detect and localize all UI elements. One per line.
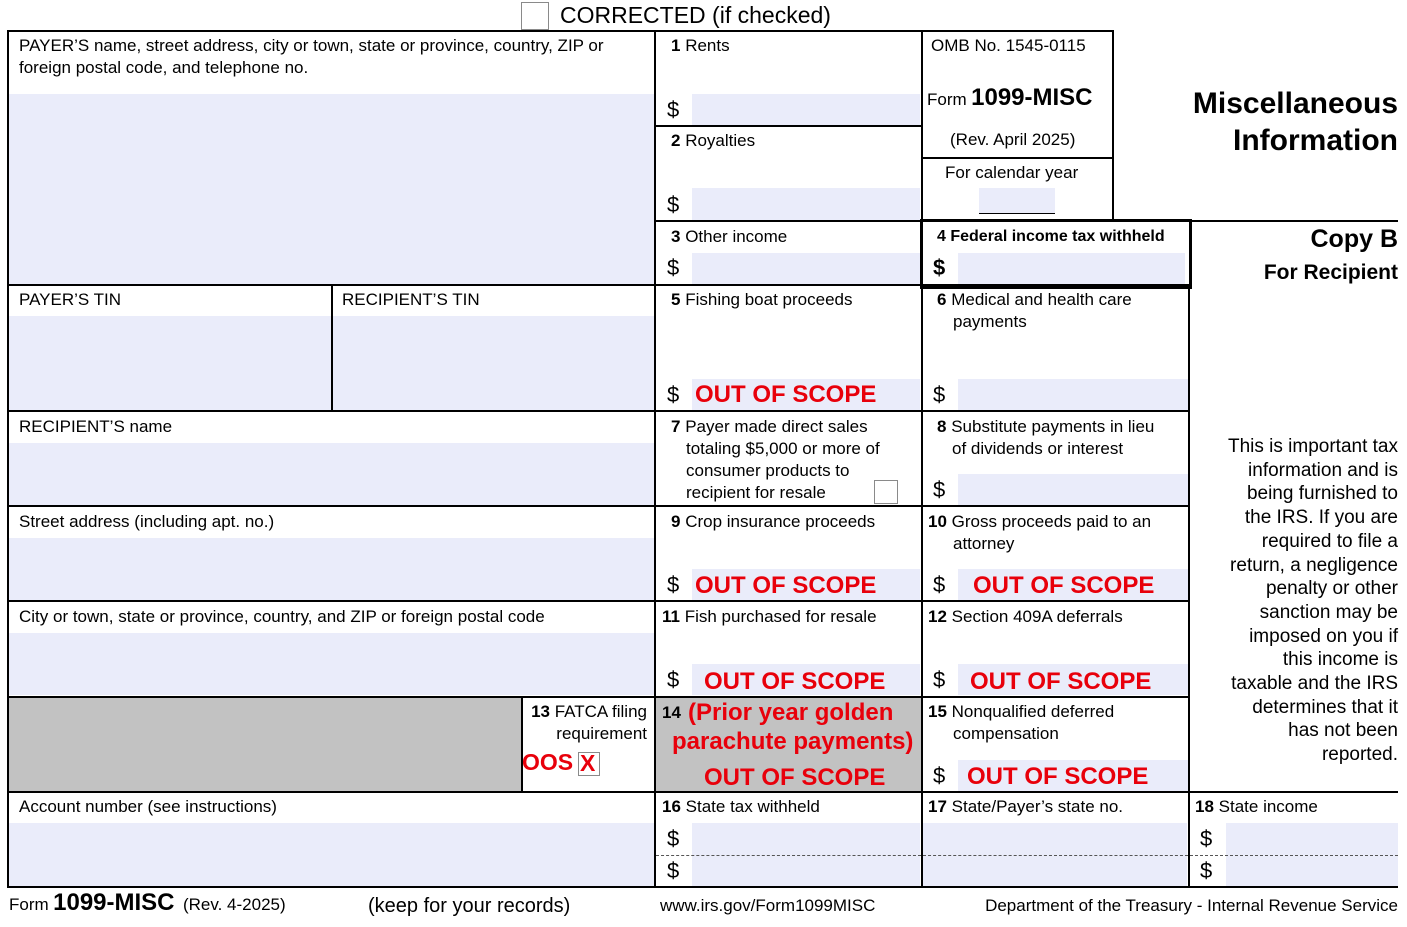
- box1-label: 1 Rents: [671, 36, 730, 55]
- street-address-label: Street address (including apt. no.): [19, 512, 275, 531]
- footer-keep: (keep for your records): [368, 895, 571, 917]
- box12-label: 12 Section 409A deferrals: [928, 607, 1123, 626]
- omb-number: OMB No. 1545-0115: [931, 36, 1086, 55]
- corrected-checkbox[interactable]: [521, 2, 549, 30]
- box16-dollar-1: $: [667, 826, 680, 851]
- box2-field[interactable]: [692, 188, 920, 220]
- form-name: 1099-MISC: [971, 84, 1093, 111]
- box13-oos-label: OOS: [522, 749, 574, 775]
- calendar-year-field[interactable]: [979, 188, 1055, 213]
- title-line2: Information: [1233, 124, 1398, 157]
- recipient-tin-field[interactable]: [333, 316, 654, 410]
- box1-dollar: $: [667, 97, 680, 122]
- recipient-tin-label: RECIPIENT’S TIN: [342, 290, 480, 309]
- city-field[interactable]: [9, 633, 654, 695]
- city-label: City or town, state or province, country, and ZIP or foreign postal code: [19, 607, 545, 626]
- box12-dollar: $: [933, 667, 946, 692]
- footer-form: Form 1099-MISC (Rev. 4-2025): [9, 889, 286, 916]
- account-number-label: Account number (see instructions): [19, 797, 277, 816]
- recipient-name-label: RECIPIENT’S name: [19, 417, 173, 436]
- box14-label: 14: [662, 703, 681, 722]
- box17-label: 17 State/Payer’s state no.: [928, 797, 1124, 816]
- box12-out-of-scope: OUT OF SCOPE: [970, 668, 1152, 695]
- box2-label: 2 Royalties: [671, 131, 756, 150]
- box5-label: 5 Fishing boat proceeds: [671, 290, 853, 309]
- recipient-name-field[interactable]: [9, 443, 654, 505]
- box4-label: 4 Federal income tax withheld: [937, 228, 1165, 245]
- box13-x-mark: X: [580, 750, 596, 776]
- shaded-area: [9, 698, 521, 791]
- payer-name-label: PAYER’S name, street address, city or town, state or province, country, ZIP or foreign postal code, and telephone no.: [19, 36, 604, 77]
- title-line1: Miscellaneous: [1192, 87, 1398, 120]
- box7-label: 7 Payer made direct sales totaling $5,000 or more of consumer products to recipient for resale: [671, 417, 880, 502]
- box18-label: 18 State income: [1195, 797, 1318, 816]
- box11-dollar: $: [667, 667, 680, 692]
- box4-dollar: $: [933, 255, 946, 280]
- box10-out-of-scope: OUT OF SCOPE: [973, 572, 1155, 599]
- payer-tin-label: PAYER’S TIN: [19, 290, 122, 309]
- box18-dollar-2: $: [1200, 858, 1213, 883]
- box6-field[interactable]: [958, 379, 1188, 410]
- box13-label: 13 FATCA filing requirement: [531, 702, 647, 743]
- corrected-label: CORRECTED (if checked): [560, 2, 831, 28]
- footer-url[interactable]: www.irs.gov/Form1099MISC: [660, 896, 876, 915]
- box8-dollar: $: [933, 477, 946, 502]
- payer-name-field[interactable]: [9, 94, 654, 284]
- box8-label: 8 Substitute payments in lieu of dividends or interest: [937, 417, 1155, 458]
- box16-label: 16 State tax withheld: [662, 797, 820, 816]
- box14-note-line2: parachute payments): [672, 728, 914, 755]
- box6-dollar: $: [933, 382, 946, 407]
- box9-dollar: $: [667, 572, 680, 597]
- copy-b: Copy B: [1310, 225, 1398, 253]
- box2-dollar: $: [667, 192, 680, 217]
- calendar-year-label: For calendar year: [945, 163, 1079, 182]
- box3-label: 3 Other income: [671, 227, 788, 246]
- for-recipient: For Recipient: [1263, 261, 1398, 284]
- box3-field[interactable]: [692, 253, 920, 284]
- form-title: Form 1099-MISC: [927, 84, 1093, 111]
- box9-out-of-scope: OUT OF SCOPE: [695, 572, 877, 599]
- street-address-field[interactable]: [9, 538, 654, 600]
- notice-text: This is important tax information and is being furnished to the IRS. If you are required to file a return, a negligence penalty or other sanction may be imposed on you if this income is taxable and the IRS determines that it has not been reported.: [1228, 436, 1398, 766]
- box18-dollar-1: $: [1200, 826, 1213, 851]
- box11-label: 11 Fish purchased for resale: [662, 607, 877, 626]
- box1-field[interactable]: [692, 94, 920, 126]
- box15-label: 15 Nonqualified deferred compensation: [928, 702, 1115, 743]
- box5-dollar: $: [667, 382, 680, 407]
- box15-dollar: $: [933, 763, 946, 788]
- footer-dept: Department of the Treasury - Internal Revenue Service: [985, 896, 1398, 915]
- box9-label: 9 Crop insurance proceeds: [671, 512, 876, 531]
- box14-note-line1: (Prior year golden: [688, 699, 894, 726]
- box3-dollar: $: [667, 255, 680, 280]
- box7-checkbox[interactable]: [874, 480, 898, 504]
- box11-out-of-scope: OUT OF SCOPE: [704, 668, 886, 695]
- box5-out-of-scope: OUT OF SCOPE: [695, 381, 877, 408]
- box10-dollar: $: [933, 572, 946, 597]
- account-number-field[interactable]: [9, 823, 654, 886]
- payer-tin-field[interactable]: [9, 316, 331, 410]
- form-revision: (Rev. April 2025): [950, 130, 1076, 149]
- box10-label: 10 Gross proceeds paid to an attorney: [928, 512, 1152, 553]
- box15-out-of-scope: OUT OF SCOPE: [967, 763, 1149, 790]
- box14-out-of-scope: OUT OF SCOPE: [704, 764, 886, 791]
- footer-form-name: 1099-MISC: [53, 889, 175, 916]
- box8-field[interactable]: [958, 474, 1188, 505]
- footer-revision: (Rev. 4-2025): [182, 895, 286, 914]
- box6-label: 6 Medical and health care payments: [937, 290, 1132, 331]
- box16-dollar-2: $: [667, 858, 680, 883]
